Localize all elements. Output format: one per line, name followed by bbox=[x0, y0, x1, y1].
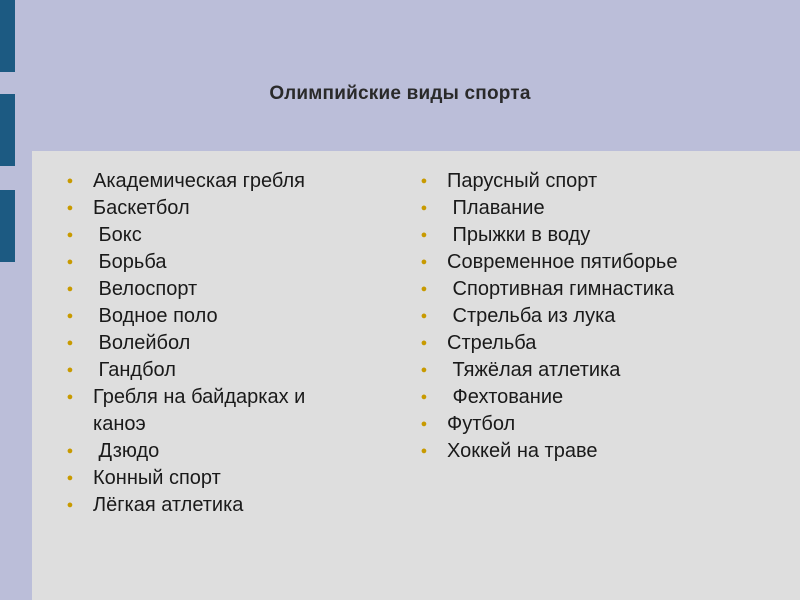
list-item bbox=[60, 330, 360, 357]
list-item-label: Баскетбол bbox=[93, 197, 190, 219]
bullet-icon: ● bbox=[66, 283, 74, 295]
list-item-label: Тяжёлая атлетика bbox=[447, 359, 621, 381]
list-item bbox=[60, 465, 360, 492]
bullet-icon: ● bbox=[66, 445, 74, 457]
list-item bbox=[60, 492, 360, 519]
bullet-icon: ● bbox=[66, 337, 74, 349]
list-item bbox=[60, 168, 360, 195]
list-item-label: Борьба bbox=[93, 251, 167, 273]
slide-title: Олимпийские виды спорта bbox=[269, 83, 531, 104]
list-item-label: Плавание bbox=[447, 197, 545, 219]
bullet-icon: ● bbox=[66, 499, 74, 511]
list-item bbox=[60, 438, 360, 465]
list-item-label: Футбол bbox=[447, 413, 516, 435]
bullet-icon: ● bbox=[66, 256, 74, 268]
list-item bbox=[60, 195, 360, 222]
bullet-icon: ● bbox=[66, 364, 74, 376]
bullet-icon: ● bbox=[420, 391, 428, 403]
accent-bar-top bbox=[0, 0, 15, 72]
list-item bbox=[60, 249, 360, 276]
list-item-label: Дзюдо bbox=[93, 440, 160, 462]
list-item-label: Бокс bbox=[93, 224, 142, 246]
right-sports-list bbox=[414, 168, 754, 465]
list-item-label: Спортивная гимнастика bbox=[447, 278, 675, 300]
accent-bar-bottom bbox=[0, 190, 15, 262]
list-item-label: Водное поло bbox=[93, 305, 218, 327]
list-item bbox=[60, 222, 360, 249]
list-item bbox=[414, 411, 754, 438]
bullet-icon: ● bbox=[66, 391, 74, 403]
list-item bbox=[414, 303, 754, 330]
bullet-icon: ● bbox=[420, 337, 428, 349]
list-item bbox=[414, 222, 754, 249]
bullet-icon: ● bbox=[66, 175, 74, 187]
list-item bbox=[60, 357, 360, 384]
bullet-icon: ● bbox=[66, 202, 74, 214]
list-item bbox=[414, 438, 754, 465]
list-item bbox=[414, 357, 754, 384]
list-item bbox=[60, 276, 360, 303]
list-item-label: Стрельба bbox=[447, 332, 537, 354]
bullet-icon: ● bbox=[66, 229, 74, 241]
list-item bbox=[414, 276, 754, 303]
list-item-label: Конный спорт bbox=[93, 467, 221, 489]
list-item-label: Прыжки в воду bbox=[447, 224, 591, 246]
list-item bbox=[60, 384, 360, 438]
list-item-label: Гандбол bbox=[93, 359, 176, 381]
list-item bbox=[414, 330, 754, 357]
bullet-icon: ● bbox=[420, 283, 428, 295]
list-item-label: Волейбол bbox=[93, 332, 191, 354]
list-item-label: Парусный спорт bbox=[447, 170, 598, 192]
list-item bbox=[60, 303, 360, 330]
list-item-label: Гребля на байдарках и каноэ bbox=[93, 386, 306, 435]
bullet-icon: ● bbox=[420, 445, 428, 457]
list-item bbox=[414, 168, 754, 195]
list-item-label: Хоккей на траве bbox=[447, 440, 598, 462]
list-item-label: Современное пятиборье bbox=[447, 251, 678, 273]
list-item bbox=[414, 384, 754, 411]
list-item-label: Лёгкая атлетика bbox=[93, 494, 244, 516]
list-item-label: Академическая гребля bbox=[93, 170, 305, 192]
bullet-icon: ● bbox=[420, 310, 428, 322]
bullet-icon: ● bbox=[66, 310, 74, 322]
list-item-label: Велоспорт bbox=[93, 278, 198, 300]
list-item-label: Фехтование bbox=[447, 386, 564, 408]
left-sports-list bbox=[60, 168, 360, 519]
bullet-icon: ● bbox=[66, 472, 74, 484]
list-item bbox=[414, 195, 754, 222]
bullet-icon: ● bbox=[420, 418, 428, 430]
bullet-icon: ● bbox=[420, 364, 428, 376]
bullet-icon: ● bbox=[420, 229, 428, 241]
bullet-icon: ● bbox=[420, 256, 428, 268]
list-item-label: Стрельба из лука bbox=[447, 305, 616, 327]
bullet-icon: ● bbox=[420, 175, 428, 187]
bullet-icon: ● bbox=[420, 202, 428, 214]
list-item bbox=[414, 249, 754, 276]
